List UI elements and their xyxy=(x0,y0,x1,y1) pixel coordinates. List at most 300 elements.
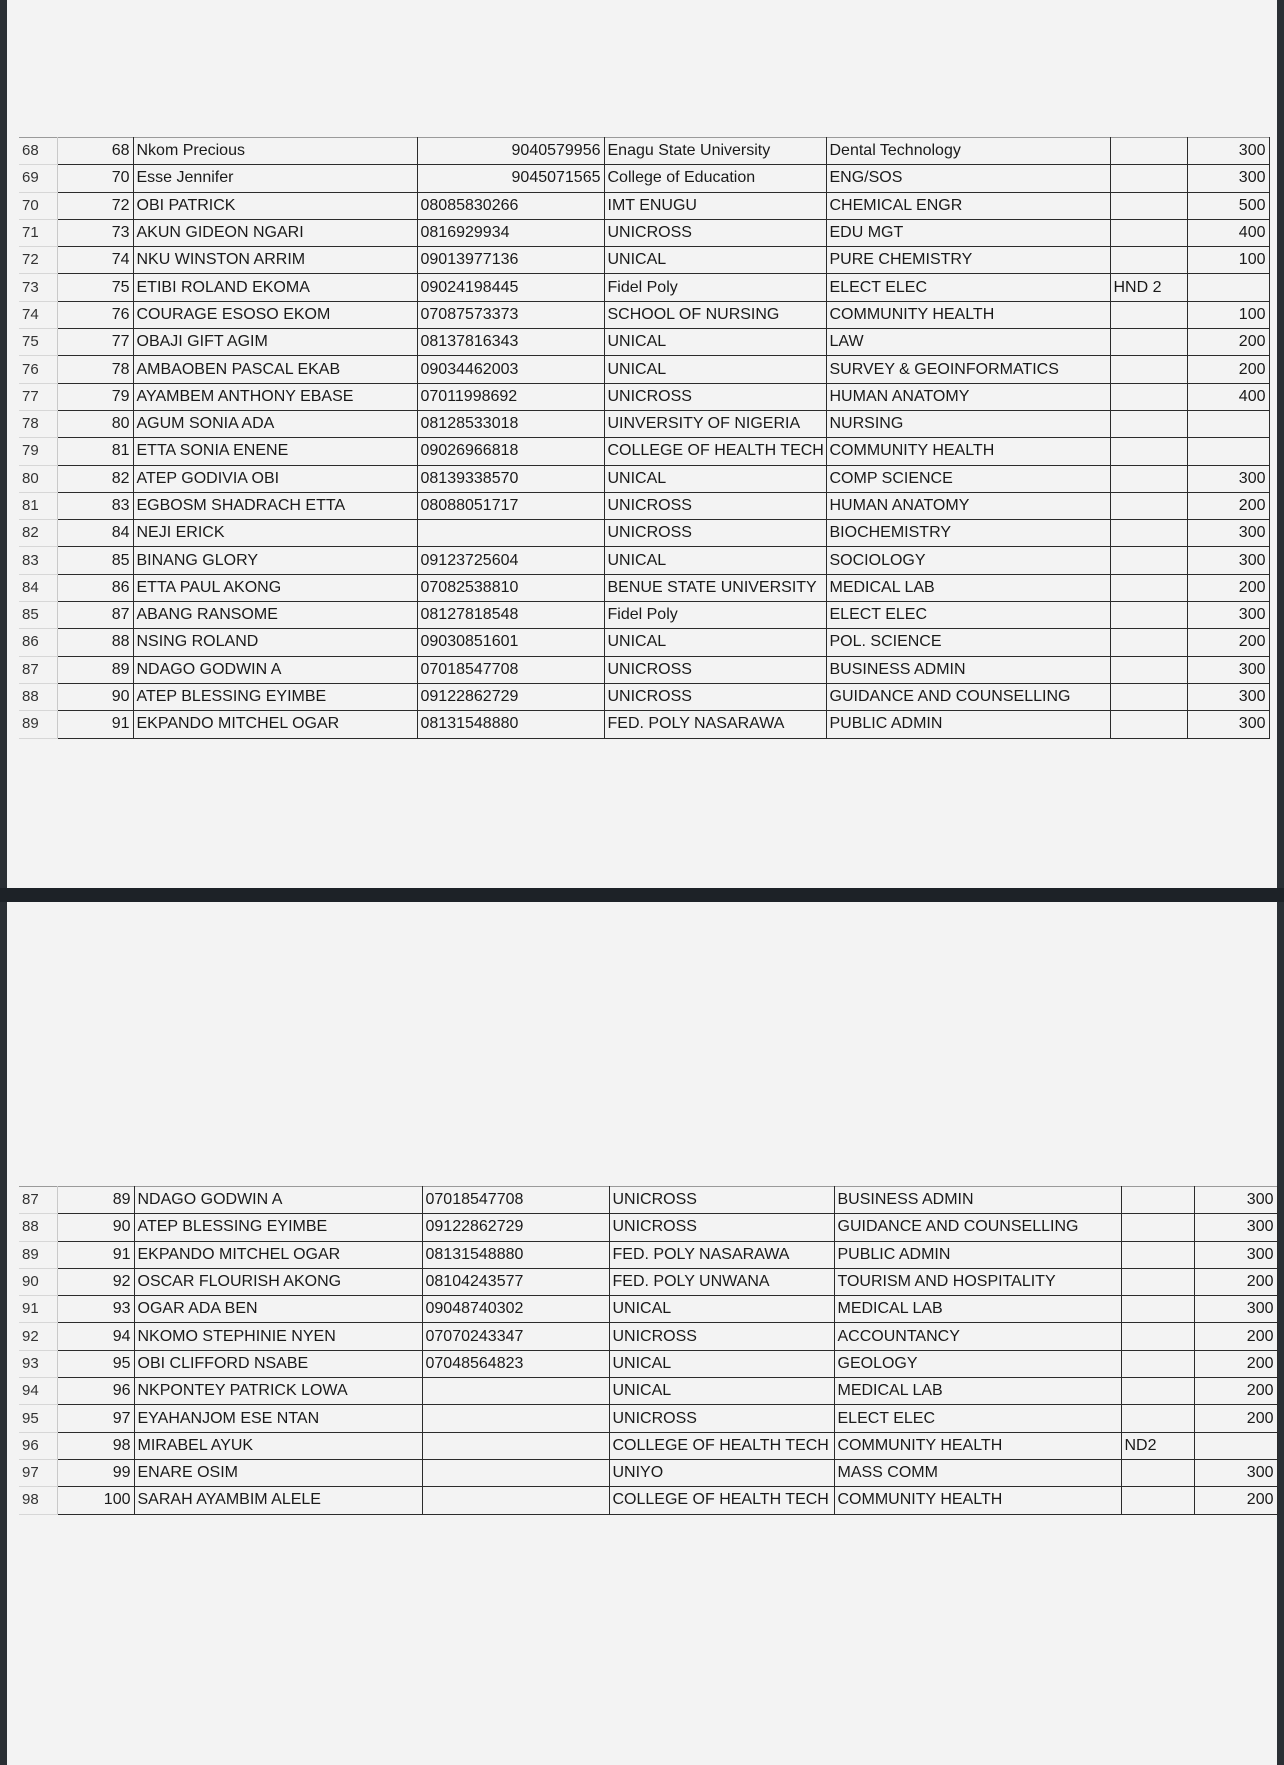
school-cell: College of Education xyxy=(604,165,826,192)
table-row xyxy=(19,656,1269,683)
note-cell xyxy=(1110,410,1187,437)
level-cell: 300 xyxy=(1187,547,1269,574)
row-number: 94 xyxy=(19,1378,57,1405)
school-cell: UINVERSITY OF NIGERIA xyxy=(604,410,826,437)
school-cell: Fidel Poly xyxy=(604,602,826,629)
table-row xyxy=(19,165,1269,192)
serial-number-cell: 94 xyxy=(57,1323,134,1350)
phone-cell: 07011998692 xyxy=(417,383,604,410)
course-cell: COMP SCIENCE xyxy=(826,465,1110,492)
row-number: 71 xyxy=(19,219,57,246)
school-cell: COLLEGE OF HEALTH TECH xyxy=(609,1432,834,1459)
table-row xyxy=(19,274,1269,301)
phone-cell xyxy=(417,520,604,547)
note-cell xyxy=(1110,165,1187,192)
name-cell: Esse Jennifer xyxy=(133,165,417,192)
course-cell: GUIDANCE AND COUNSELLING xyxy=(834,1214,1121,1241)
course-cell: BIOCHEMISTRY xyxy=(826,520,1110,547)
school-cell: Enagu State University xyxy=(604,138,826,165)
level-cell: 300 xyxy=(1187,602,1269,629)
course-cell: ACCOUNTANCY xyxy=(834,1323,1121,1350)
serial-number-cell: 90 xyxy=(57,683,133,710)
table-row xyxy=(19,520,1269,547)
level-cell xyxy=(1187,410,1269,437)
table-row xyxy=(19,138,1269,165)
course-cell: ELECT ELEC xyxy=(826,274,1110,301)
row-number: 74 xyxy=(19,301,57,328)
name-cell: OBI PATRICK xyxy=(133,192,417,219)
note-cell xyxy=(1121,1214,1194,1241)
phone-cell: 09123725604 xyxy=(417,547,604,574)
table-row xyxy=(19,574,1269,601)
row-number: 83 xyxy=(19,547,57,574)
phone-cell: 09024198445 xyxy=(417,274,604,301)
student-table-bottom xyxy=(19,1186,1278,1515)
name-cell: BINANG GLORY xyxy=(133,547,417,574)
table-row xyxy=(19,711,1269,738)
school-cell: UNICAL xyxy=(604,465,826,492)
row-number: 97 xyxy=(19,1459,57,1486)
table-row xyxy=(19,683,1269,710)
course-cell: MEDICAL LAB xyxy=(834,1378,1121,1405)
course-cell: ENG/SOS xyxy=(826,165,1110,192)
note-cell xyxy=(1121,1187,1194,1214)
note-cell: HND 2 xyxy=(1110,274,1187,301)
table-row xyxy=(19,1432,1277,1459)
school-cell: UNICAL xyxy=(604,356,826,383)
table-row xyxy=(19,492,1269,519)
level-cell: 300 xyxy=(1187,138,1269,165)
serial-number-cell: 91 xyxy=(57,1241,134,1268)
course-cell: COMMUNITY HEALTH xyxy=(834,1432,1121,1459)
phone-cell: 08137816343 xyxy=(417,329,604,356)
note-cell xyxy=(1121,1241,1194,1268)
course-cell: GEOLOGY xyxy=(834,1350,1121,1377)
note-cell xyxy=(1121,1296,1194,1323)
name-cell: AYAMBEM ANTHONY EBASE xyxy=(133,383,417,410)
phone-cell: 08104243577 xyxy=(422,1268,609,1295)
school-cell: UNICROSS xyxy=(604,219,826,246)
level-cell: 300 xyxy=(1187,656,1269,683)
level-cell: 300 xyxy=(1194,1187,1277,1214)
level-cell: 300 xyxy=(1187,165,1269,192)
school-cell: UNICAL xyxy=(604,247,826,274)
level-cell: 100 xyxy=(1187,301,1269,328)
row-number: 88 xyxy=(19,683,57,710)
table-row xyxy=(19,301,1269,328)
course-cell: ELECT ELEC xyxy=(834,1405,1121,1432)
table-row xyxy=(19,1268,1277,1295)
table-row xyxy=(19,1378,1277,1405)
course-cell: Dental Technology xyxy=(826,138,1110,165)
school-cell: UNICAL xyxy=(604,629,826,656)
serial-number-cell: 90 xyxy=(57,1214,134,1241)
level-cell: 200 xyxy=(1194,1268,1277,1295)
name-cell: NEJI ERICK xyxy=(133,520,417,547)
name-cell: AGUM SONIA ADA xyxy=(133,410,417,437)
name-cell: NDAGO GODWIN A xyxy=(134,1187,422,1214)
school-cell: UNICROSS xyxy=(604,492,826,519)
school-cell: Fidel Poly xyxy=(604,274,826,301)
name-cell: EGBOSM SHADRACH ETTA xyxy=(133,492,417,519)
note-cell xyxy=(1110,356,1187,383)
level-cell: 300 xyxy=(1187,520,1269,547)
level-cell: 300 xyxy=(1194,1241,1277,1268)
school-cell: UNICROSS xyxy=(604,520,826,547)
serial-number-cell: 79 xyxy=(57,383,133,410)
level-cell: 200 xyxy=(1187,629,1269,656)
phone-cell: 08128533018 xyxy=(417,410,604,437)
name-cell: EKPANDO MITCHEL OGAR xyxy=(133,711,417,738)
serial-number-cell: 89 xyxy=(57,1187,134,1214)
table-row xyxy=(19,629,1269,656)
table-row xyxy=(19,438,1269,465)
note-cell xyxy=(1110,683,1187,710)
phone-cell: 09034462003 xyxy=(417,356,604,383)
phone-cell: 07087573373 xyxy=(417,301,604,328)
right-border xyxy=(1277,0,1284,1765)
school-cell: UNICROSS xyxy=(609,1187,834,1214)
name-cell: AMBAOBEN PASCAL EKAB xyxy=(133,356,417,383)
serial-number-cell: 73 xyxy=(57,219,133,246)
phone-cell: 07048564823 xyxy=(422,1350,609,1377)
name-cell: OGAR ADA BEN xyxy=(134,1296,422,1323)
school-cell: UNICROSS xyxy=(609,1214,834,1241)
course-cell: SURVEY & GEOINFORMATICS xyxy=(826,356,1110,383)
table-row xyxy=(19,1241,1277,1268)
course-cell: LAW xyxy=(826,329,1110,356)
serial-number-cell: 68 xyxy=(57,138,133,165)
school-cell: UNICAL xyxy=(609,1350,834,1377)
level-cell: 300 xyxy=(1194,1296,1277,1323)
level-cell: 300 xyxy=(1194,1214,1277,1241)
serial-number-cell: 81 xyxy=(57,438,133,465)
note-cell xyxy=(1110,138,1187,165)
phone-cell: 08131548880 xyxy=(417,711,604,738)
phone-cell: 09122862729 xyxy=(422,1214,609,1241)
name-cell: ABANG RANSOME xyxy=(133,602,417,629)
serial-number-cell: 100 xyxy=(57,1487,134,1514)
phone-cell: 07018547708 xyxy=(417,656,604,683)
phone-cell: 0816929934 xyxy=(417,219,604,246)
level-cell: 300 xyxy=(1187,683,1269,710)
phone-cell: 9045071565 xyxy=(417,165,604,192)
serial-number-cell: 80 xyxy=(57,410,133,437)
table-row xyxy=(19,219,1269,246)
level-cell: 100 xyxy=(1187,247,1269,274)
note-cell xyxy=(1110,492,1187,519)
level-cell: 200 xyxy=(1194,1405,1277,1432)
serial-number-cell: 88 xyxy=(57,629,133,656)
table-row xyxy=(19,247,1269,274)
row-number: 90 xyxy=(19,1268,57,1295)
note-cell xyxy=(1110,383,1187,410)
serial-number-cell: 87 xyxy=(57,602,133,629)
name-cell: ETTA PAUL AKONG xyxy=(133,574,417,601)
note-cell xyxy=(1121,1378,1194,1405)
course-cell: MASS COMM xyxy=(834,1459,1121,1486)
row-number: 96 xyxy=(19,1432,57,1459)
table-row xyxy=(19,1405,1277,1432)
row-number: 73 xyxy=(19,274,57,301)
level-cell: 200 xyxy=(1194,1378,1277,1405)
note-cell: ND2 xyxy=(1121,1432,1194,1459)
level-cell: 200 xyxy=(1194,1350,1277,1377)
name-cell: MIRABEL AYUK xyxy=(134,1432,422,1459)
school-cell: IMT ENUGU xyxy=(604,192,826,219)
phone-cell: 07018547708 xyxy=(422,1187,609,1214)
note-cell xyxy=(1110,574,1187,601)
course-cell: EDU MGT xyxy=(826,219,1110,246)
course-cell: NURSING xyxy=(826,410,1110,437)
table-row xyxy=(19,602,1269,629)
level-cell: 200 xyxy=(1187,492,1269,519)
row-number: 76 xyxy=(19,356,57,383)
name-cell: EKPANDO MITCHEL OGAR xyxy=(134,1241,422,1268)
phone-cell xyxy=(422,1459,609,1486)
course-cell: CHEMICAL ENGR xyxy=(826,192,1110,219)
table-row xyxy=(19,547,1269,574)
school-cell: UNICROSS xyxy=(609,1405,834,1432)
phone-cell xyxy=(422,1405,609,1432)
note-cell xyxy=(1110,547,1187,574)
course-cell: SOCIOLOGY xyxy=(826,547,1110,574)
note-cell xyxy=(1110,602,1187,629)
serial-number-cell: 82 xyxy=(57,465,133,492)
note-cell xyxy=(1121,1268,1194,1295)
row-number: 85 xyxy=(19,602,57,629)
name-cell: EYAHANJOM ESE NTAN xyxy=(134,1405,422,1432)
course-cell: BUSINESS ADMIN xyxy=(826,656,1110,683)
row-number: 75 xyxy=(19,329,57,356)
row-number: 84 xyxy=(19,574,57,601)
course-cell: MEDICAL LAB xyxy=(826,574,1110,601)
course-cell: COMMUNITY HEALTH xyxy=(834,1487,1121,1514)
serial-number-cell: 76 xyxy=(57,301,133,328)
row-number: 81 xyxy=(19,492,57,519)
level-cell: 400 xyxy=(1187,383,1269,410)
school-cell: UNICROSS xyxy=(609,1323,834,1350)
serial-number-cell: 74 xyxy=(57,247,133,274)
note-cell xyxy=(1121,1323,1194,1350)
serial-number-cell: 95 xyxy=(57,1350,134,1377)
phone-cell: 09048740302 xyxy=(422,1296,609,1323)
school-cell: BENUE STATE UNIVERSITY xyxy=(604,574,826,601)
table-row xyxy=(19,1459,1277,1486)
serial-number-cell: 92 xyxy=(57,1268,134,1295)
course-cell: PUBLIC ADMIN xyxy=(834,1241,1121,1268)
note-cell xyxy=(1110,629,1187,656)
school-cell: COLLEGE OF HEALTH TECH xyxy=(609,1487,834,1514)
scan-page-top xyxy=(7,0,1277,888)
left-border xyxy=(0,0,7,1765)
table-row xyxy=(19,1214,1277,1241)
phone-cell xyxy=(422,1487,609,1514)
table-row xyxy=(19,1187,1277,1214)
student-table-top xyxy=(19,137,1270,739)
name-cell: COURAGE ESOSO EKOM xyxy=(133,301,417,328)
serial-number-cell: 84 xyxy=(57,520,133,547)
table-row xyxy=(19,1487,1277,1514)
course-cell: ELECT ELEC xyxy=(826,602,1110,629)
name-cell: OSCAR FLOURISH AKONG xyxy=(134,1268,422,1295)
page-separator xyxy=(0,888,1284,902)
row-number: 68 xyxy=(19,138,57,165)
phone-cell: 07070243347 xyxy=(422,1323,609,1350)
level-cell: 400 xyxy=(1187,219,1269,246)
row-number: 91 xyxy=(19,1296,57,1323)
level-cell: 500 xyxy=(1187,192,1269,219)
table-row xyxy=(19,356,1269,383)
school-cell: UNICAL xyxy=(604,547,826,574)
scan-page-bottom xyxy=(7,902,1277,1765)
phone-cell: 08085830266 xyxy=(417,192,604,219)
note-cell xyxy=(1110,465,1187,492)
row-number: 72 xyxy=(19,247,57,274)
name-cell: AKUN GIDEON NGARI xyxy=(133,219,417,246)
level-cell: 200 xyxy=(1194,1487,1277,1514)
course-cell: TOURISM AND HOSPITALITY xyxy=(834,1268,1121,1295)
row-number: 93 xyxy=(19,1350,57,1377)
level-cell: 300 xyxy=(1187,711,1269,738)
name-cell: NKPONTEY PATRICK LOWA xyxy=(134,1378,422,1405)
level-cell: 200 xyxy=(1187,356,1269,383)
name-cell: Nkom Precious xyxy=(133,138,417,165)
phone-cell: 09030851601 xyxy=(417,629,604,656)
note-cell xyxy=(1110,301,1187,328)
name-cell: OBI CLIFFORD NSABE xyxy=(134,1350,422,1377)
note-cell xyxy=(1110,711,1187,738)
level-cell: 300 xyxy=(1187,465,1269,492)
school-cell: UNICROSS xyxy=(604,683,826,710)
row-number: 69 xyxy=(19,165,57,192)
serial-number-cell: 77 xyxy=(57,329,133,356)
row-number: 70 xyxy=(19,192,57,219)
course-cell: MEDICAL LAB xyxy=(834,1296,1121,1323)
table-row xyxy=(19,410,1269,437)
table-row xyxy=(19,1323,1277,1350)
table-row xyxy=(19,465,1269,492)
phone-cell: 09026966818 xyxy=(417,438,604,465)
note-cell xyxy=(1121,1459,1194,1486)
phone-cell: 07082538810 xyxy=(417,574,604,601)
name-cell: NSING ROLAND xyxy=(133,629,417,656)
name-cell: NDAGO GODWIN A xyxy=(133,656,417,683)
row-number: 77 xyxy=(19,383,57,410)
phone-cell: 08088051717 xyxy=(417,492,604,519)
name-cell: ETIBI ROLAND EKOMA xyxy=(133,274,417,301)
serial-number-cell: 97 xyxy=(57,1405,134,1432)
note-cell xyxy=(1110,656,1187,683)
course-cell: PUBLIC ADMIN xyxy=(826,711,1110,738)
name-cell: SARAH AYAMBIM ALELE xyxy=(134,1487,422,1514)
school-cell: UNIYO xyxy=(609,1459,834,1486)
note-cell xyxy=(1110,219,1187,246)
name-cell: ETTA SONIA ENENE xyxy=(133,438,417,465)
serial-number-cell: 93 xyxy=(57,1296,134,1323)
row-number: 95 xyxy=(19,1405,57,1432)
name-cell: OBAJI GIFT AGIM xyxy=(133,329,417,356)
serial-number-cell: 89 xyxy=(57,656,133,683)
name-cell: NKOMO STEPHINIE NYEN xyxy=(134,1323,422,1350)
course-cell: HUMAN ANATOMY xyxy=(826,492,1110,519)
row-number: 88 xyxy=(19,1214,57,1241)
name-cell: ATEP GODIVIA OBI xyxy=(133,465,417,492)
course-cell: PURE CHEMISTRY xyxy=(826,247,1110,274)
serial-number-cell: 91 xyxy=(57,711,133,738)
phone-cell xyxy=(422,1432,609,1459)
school-cell: UNICAL xyxy=(609,1378,834,1405)
name-cell: ENARE OSIM xyxy=(134,1459,422,1486)
note-cell xyxy=(1121,1405,1194,1432)
school-cell: COLLEGE OF HEALTH TECH xyxy=(604,438,826,465)
level-cell xyxy=(1187,438,1269,465)
level-cell: 300 xyxy=(1194,1459,1277,1486)
serial-number-cell: 86 xyxy=(57,574,133,601)
level-cell xyxy=(1187,274,1269,301)
table-row xyxy=(19,383,1269,410)
phone-cell: 09122862729 xyxy=(417,683,604,710)
phone-cell: 09013977136 xyxy=(417,247,604,274)
phone-cell: 9040579956 xyxy=(417,138,604,165)
level-cell xyxy=(1194,1432,1277,1459)
row-number: 92 xyxy=(19,1323,57,1350)
note-cell xyxy=(1110,520,1187,547)
note-cell xyxy=(1110,247,1187,274)
school-cell: UNICROSS xyxy=(604,656,826,683)
serial-number-cell: 99 xyxy=(57,1459,134,1486)
note-cell xyxy=(1110,438,1187,465)
serial-number-cell: 72 xyxy=(57,192,133,219)
school-cell: FED. POLY NASARAWA xyxy=(604,711,826,738)
row-number: 86 xyxy=(19,629,57,656)
serial-number-cell: 78 xyxy=(57,356,133,383)
course-cell: GUIDANCE AND COUNSELLING xyxy=(826,683,1110,710)
note-cell xyxy=(1121,1350,1194,1377)
course-cell: COMMUNITY HEALTH xyxy=(826,301,1110,328)
phone-cell: 08131548880 xyxy=(422,1241,609,1268)
note-cell xyxy=(1110,329,1187,356)
course-cell: HUMAN ANATOMY xyxy=(826,383,1110,410)
phone-cell: 08127818548 xyxy=(417,602,604,629)
school-cell: UNICAL xyxy=(609,1296,834,1323)
row-number: 89 xyxy=(19,711,57,738)
course-cell: BUSINESS ADMIN xyxy=(834,1187,1121,1214)
name-cell: NKU WINSTON ARRIM xyxy=(133,247,417,274)
phone-cell xyxy=(422,1378,609,1405)
serial-number-cell: 98 xyxy=(57,1432,134,1459)
school-cell: SCHOOL OF NURSING xyxy=(604,301,826,328)
serial-number-cell: 96 xyxy=(57,1378,134,1405)
row-number: 89 xyxy=(19,1241,57,1268)
school-cell: UNICAL xyxy=(604,329,826,356)
phone-cell: 08139338570 xyxy=(417,465,604,492)
serial-number-cell: 83 xyxy=(57,492,133,519)
row-number: 78 xyxy=(19,410,57,437)
level-cell: 200 xyxy=(1187,574,1269,601)
table-row xyxy=(19,1296,1277,1323)
serial-number-cell: 75 xyxy=(57,274,133,301)
course-cell: POL. SCIENCE xyxy=(826,629,1110,656)
note-cell xyxy=(1121,1487,1194,1514)
row-number: 98 xyxy=(19,1487,57,1514)
school-cell: FED. POLY NASARAWA xyxy=(609,1241,834,1268)
name-cell: ATEP BLESSING EYIMBE xyxy=(134,1214,422,1241)
table-row xyxy=(19,192,1269,219)
row-number: 82 xyxy=(19,520,57,547)
level-cell: 200 xyxy=(1194,1323,1277,1350)
name-cell: ATEP BLESSING EYIMBE xyxy=(133,683,417,710)
